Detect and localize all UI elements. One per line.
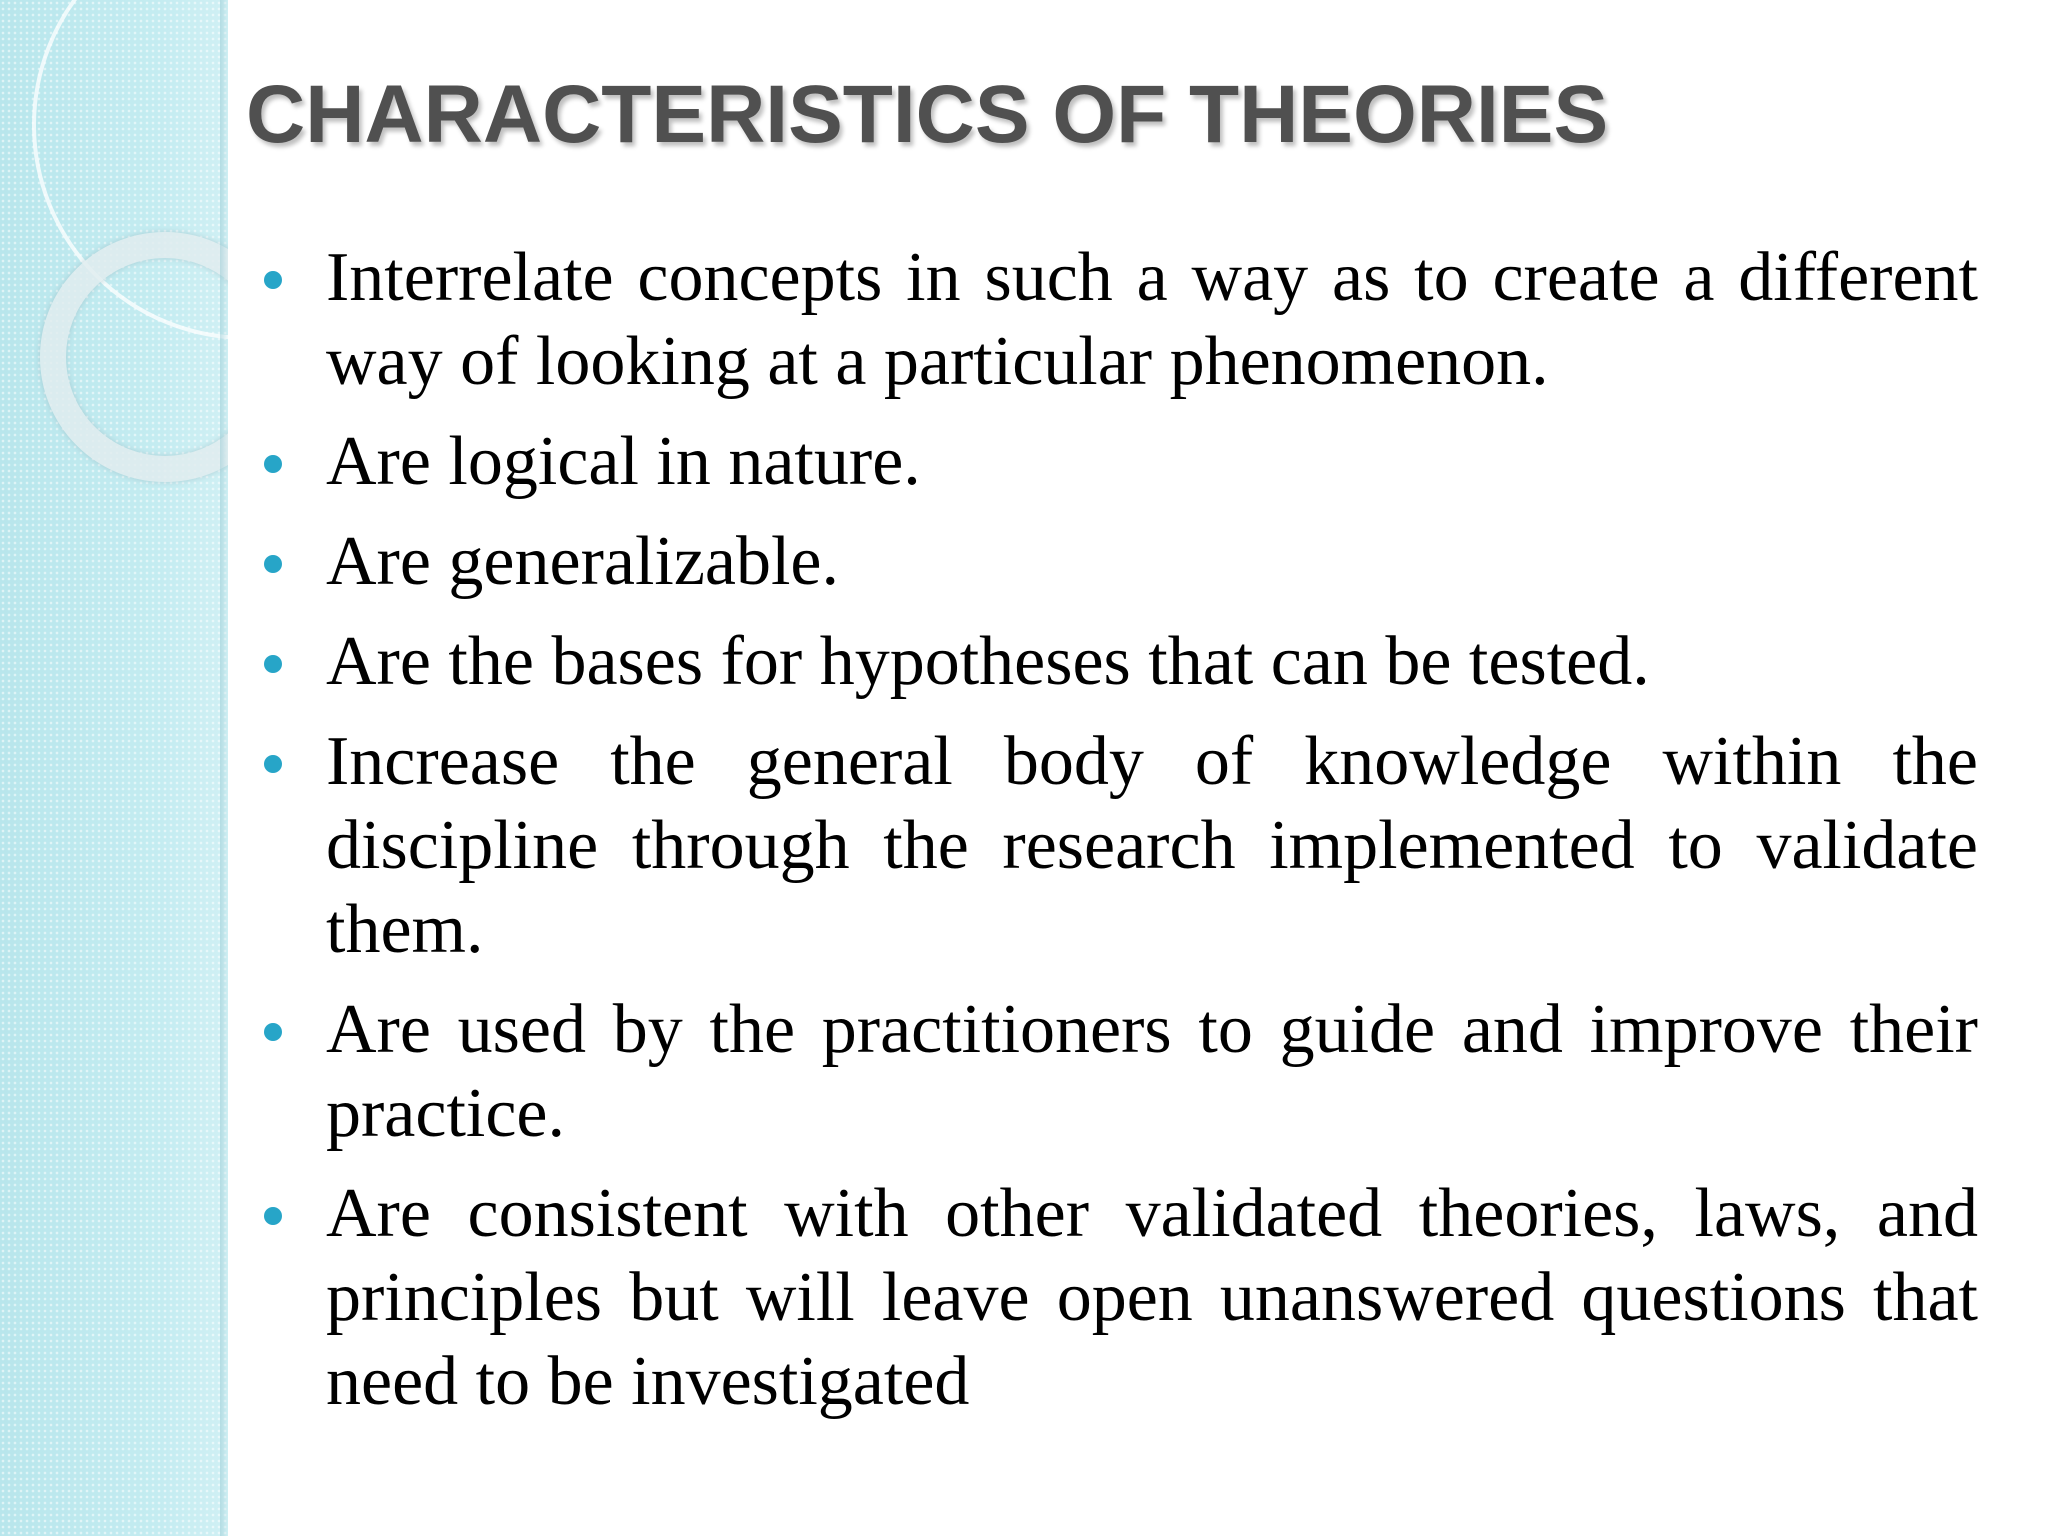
side-panel-edge (220, 0, 228, 1536)
bullet-text: Are the bases for hypotheses that can be tested. (326, 623, 1650, 700)
bullet-dot-icon (264, 555, 282, 573)
bullet-item (262, 236, 1978, 404)
bullet-text: Increase the general body of knowledge within the discipline through the research implemented to validate them. (326, 723, 1978, 968)
bullet-dot-icon (264, 1023, 282, 1041)
bullet-text: Interrelate concepts in such a way as to create a different way of looking at a particular phenomenon. (326, 239, 1978, 400)
decorative-ring-small (40, 232, 228, 482)
bullet-item (262, 520, 1978, 604)
decorative-side-panel (0, 0, 228, 1536)
bullet-dot-icon (264, 655, 282, 673)
bullet-text: Are consistent with other validated theories, laws, and principles but will leave open unanswered questions that need to be investigated (326, 1175, 1978, 1420)
bullet-text: Are used by the practitioners to guide and improve their practice. (326, 991, 1978, 1152)
bullet-item (262, 988, 1978, 1156)
bullet-item (262, 420, 1978, 504)
bullet-item (262, 1172, 1978, 1424)
bullet-text: Are generalizable. (326, 523, 840, 600)
bullet-dot-icon (264, 755, 282, 773)
bullet-list (262, 236, 1978, 1440)
bullet-dot-icon (264, 271, 282, 289)
bullet-dot-icon (264, 455, 282, 473)
bullet-text: Are logical in nature. (326, 423, 921, 500)
bullet-item (262, 620, 1978, 704)
slide-title: CHARACTERISTICS OF THEORIES (246, 69, 1609, 160)
bullet-dot-icon (264, 1207, 282, 1225)
bullet-item (262, 720, 1978, 972)
